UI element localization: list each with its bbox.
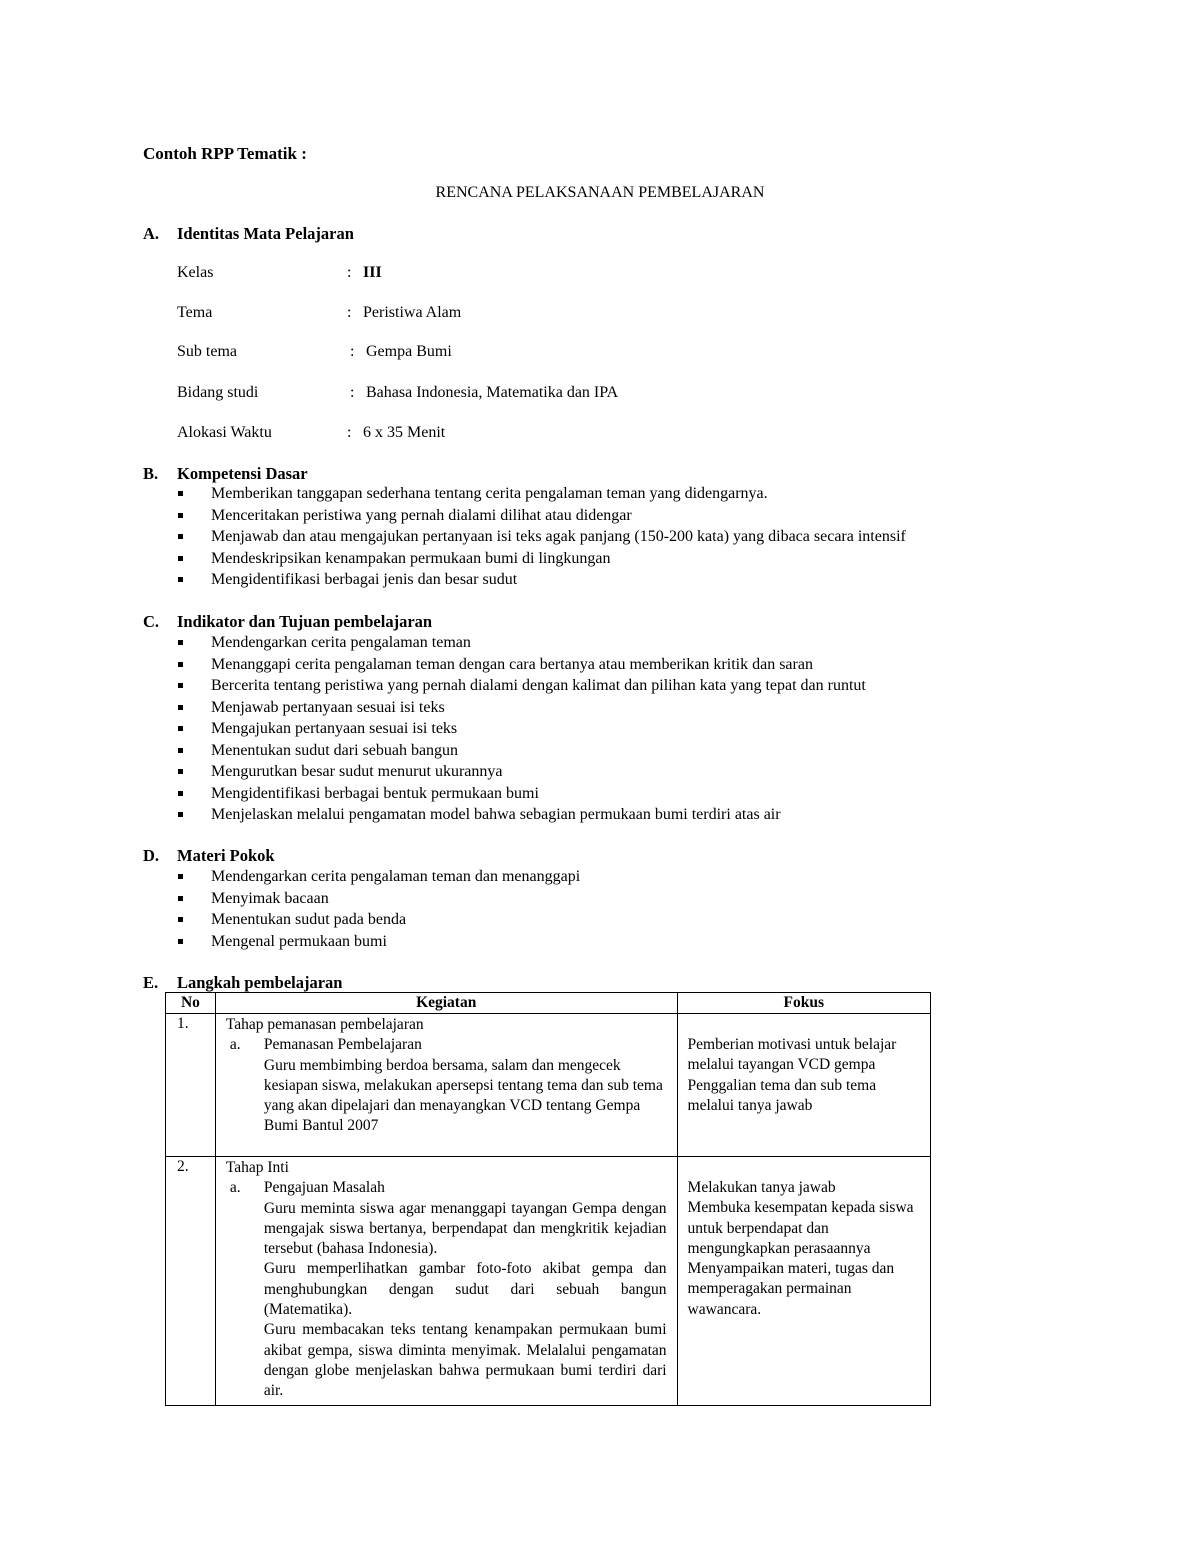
list-item: Menentukan sudut dari sebuah bangun xyxy=(0,740,866,762)
section-c-letter: C. xyxy=(143,612,160,631)
activity-paragraph: Guru membacakan teks tentang kenampakan permukaan bumi akibat gempa, siswa diminta menyimak. Melalalui pengamatan dengan globe menjelaskan bahwa permukaan bumi terdiri dari air. xyxy=(263,1321,667,1400)
section-a-letter: A. xyxy=(143,224,160,243)
main-title: RENCANA PELAKSANAAN PEMBELAJARAN xyxy=(435,184,765,201)
section-d-heading xyxy=(143,845,275,866)
identity-row-subtema: Sub tema : Gempa Bumi xyxy=(177,343,452,360)
section-b-title: Kompetensi Dasar xyxy=(177,464,308,483)
list-item: Mendengarkan cerita pengalaman teman xyxy=(0,632,866,654)
list-item: Bercerita tentang peristiwa yang pernah dialami dengan kalimat dan pilihan kata yang tepat dan runtut xyxy=(0,675,866,697)
list-item: Menceritakan peristiwa yang pernah dialami dilihat atau didengar xyxy=(0,505,906,527)
list-item: Memberikan tanggapan sederhana tentang cerita pengalaman teman yang didengarnya. xyxy=(0,483,906,505)
identity-value: Peristiwa Alam xyxy=(363,304,462,321)
section-e-title: Langkah pembelajaran xyxy=(177,973,343,992)
sub-letter: a. xyxy=(229,1179,241,1197)
stage-title: Tahap Inti xyxy=(225,1159,289,1176)
sub-title: Pengajuan Masalah xyxy=(263,1179,385,1197)
fokus-item: Membuka kesempatan kepada siswa untuk berpendapat dan mengungkapkan perasaannya xyxy=(687,1199,914,1257)
list-item: Menentukan sudut pada benda xyxy=(0,909,580,931)
section-e-letter: E. xyxy=(143,973,159,992)
table-row xyxy=(166,1157,931,1406)
identity-value: 6 x 35 Menit xyxy=(363,424,446,441)
identity-label: Alokasi Waktu xyxy=(177,424,272,441)
identity-label: Kelas xyxy=(177,264,214,281)
list-item: Menanggapi cerita pengalaman teman dengan cara bertanya atau memberikan kritik dan saran xyxy=(0,654,866,676)
header-fokus: Fokus xyxy=(677,993,930,1014)
list-item: Mengajukan pertanyaan sesuai isi teks xyxy=(0,718,866,740)
identity-row-bidang-studi: Bidang studi : Bahasa Indonesia, Matematika dan IPA xyxy=(177,384,619,401)
row-number: 1. xyxy=(177,1015,189,1032)
list-item: Mengidentifikasi berbagai bentuk permukaan bumi xyxy=(0,783,866,805)
header-kegiatan: Kegiatan xyxy=(215,993,677,1014)
activity-paragraph: Guru meminta siswa agar menanggapi tayangan Gempa dengan mengajak siswa bertanya, berpendapat dan mengkritik kejadian tersebut (bahasa Indonesia). xyxy=(263,1199,667,1258)
list-item: Mendeskripsikan kenampakan permukaan bumi di lingkungan xyxy=(0,548,906,570)
identity-value: Gempa Bumi xyxy=(366,343,452,360)
section-d-letter: D. xyxy=(143,846,160,865)
section-c-title: Indikator dan Tujuan pembelajaran xyxy=(177,612,433,631)
identity-row-kelas: Kelas : III xyxy=(177,264,382,281)
identity-label: Tema xyxy=(177,304,213,321)
materi-pokok-list xyxy=(0,866,580,952)
langkah-pembelajaran-table xyxy=(165,992,931,1406)
fokus-item: Pemberian motivasi untuk belajar melalui tayangan VCD gempa xyxy=(687,1036,897,1074)
fokus-item: Melakukan tanya jawab xyxy=(687,1179,836,1196)
table-header-row xyxy=(166,993,931,1014)
list-item: Menjawab dan atau mengajukan pertanyaan isi teks agak panjang (150-200 kata) yang dibaca secara intensif xyxy=(0,526,906,548)
sub-letter: a. xyxy=(229,1036,241,1054)
row-number: 2. xyxy=(177,1158,189,1175)
list-item: Mengurutkan besar sudut menurut ukurannya xyxy=(0,761,866,783)
indikator-list xyxy=(0,632,866,826)
identity-label: Sub tema xyxy=(177,343,237,360)
section-a-heading xyxy=(143,223,354,244)
identity-value: III xyxy=(363,264,382,281)
list-item: Mendengarkan cerita pengalaman teman dan menanggapi xyxy=(0,866,580,888)
identity-row-alokasi-waktu: Alokasi Waktu : 6 x 35 Menit xyxy=(177,424,446,441)
section-d-title: Materi Pokok xyxy=(177,846,275,865)
identity-label: Bidang studi xyxy=(177,384,259,401)
sub-title: Pemanasan Pembelajaran xyxy=(263,1036,422,1054)
fokus-item: Menyampaikan materi, tugas dan memperagakan permainan wawancara. xyxy=(687,1260,895,1318)
activity-paragraph: Guru membimbing berdoa bersama, salam dan mengecek kesiapan siswa, melakukan apersepsi tentang tema dan sub tema yang akan dipelajari dan menayangkan VCD tentang Gempa Bumi Bantul 2007 xyxy=(263,1056,663,1135)
list-item: Mengenal permukaan bumi xyxy=(0,931,580,953)
section-c-heading xyxy=(143,611,432,632)
list-item: Mengidentifikasi berbagai jenis dan besar sudut xyxy=(0,569,906,591)
section-e-heading xyxy=(143,972,342,993)
kompetensi-dasar-list xyxy=(0,483,906,591)
list-item: Menyimak bacaan xyxy=(0,888,580,910)
section-b-letter: B. xyxy=(143,464,159,483)
table-row xyxy=(166,1014,931,1157)
document-title: Contoh RPP Tematik : xyxy=(143,144,307,163)
stage-title: Tahap pemanasan pembelajaran xyxy=(225,1016,424,1033)
list-item: Menjawab pertanyaan sesuai isi teks xyxy=(0,697,866,719)
section-a-title: Identitas Mata Pelajaran xyxy=(177,224,354,243)
identity-value: Bahasa Indonesia, Matematika dan IPA xyxy=(366,384,619,401)
section-b-heading xyxy=(143,463,308,484)
fokus-item: Penggalian tema dan sub tema melalui tanya jawab xyxy=(687,1076,877,1114)
activity-paragraph: Guru memperlihatkan gambar foto-foto akibat gempa dan menghubungkan dengan sudut dari sebuah bangun (Matematika). xyxy=(263,1260,667,1319)
header-no: No xyxy=(166,993,216,1014)
list-item: Menjelaskan melalui pengamatan model bahwa sebagian permukaan bumi terdiri atas air xyxy=(0,804,866,826)
identity-row-tema: Tema : Peristiwa Alam xyxy=(177,304,462,321)
